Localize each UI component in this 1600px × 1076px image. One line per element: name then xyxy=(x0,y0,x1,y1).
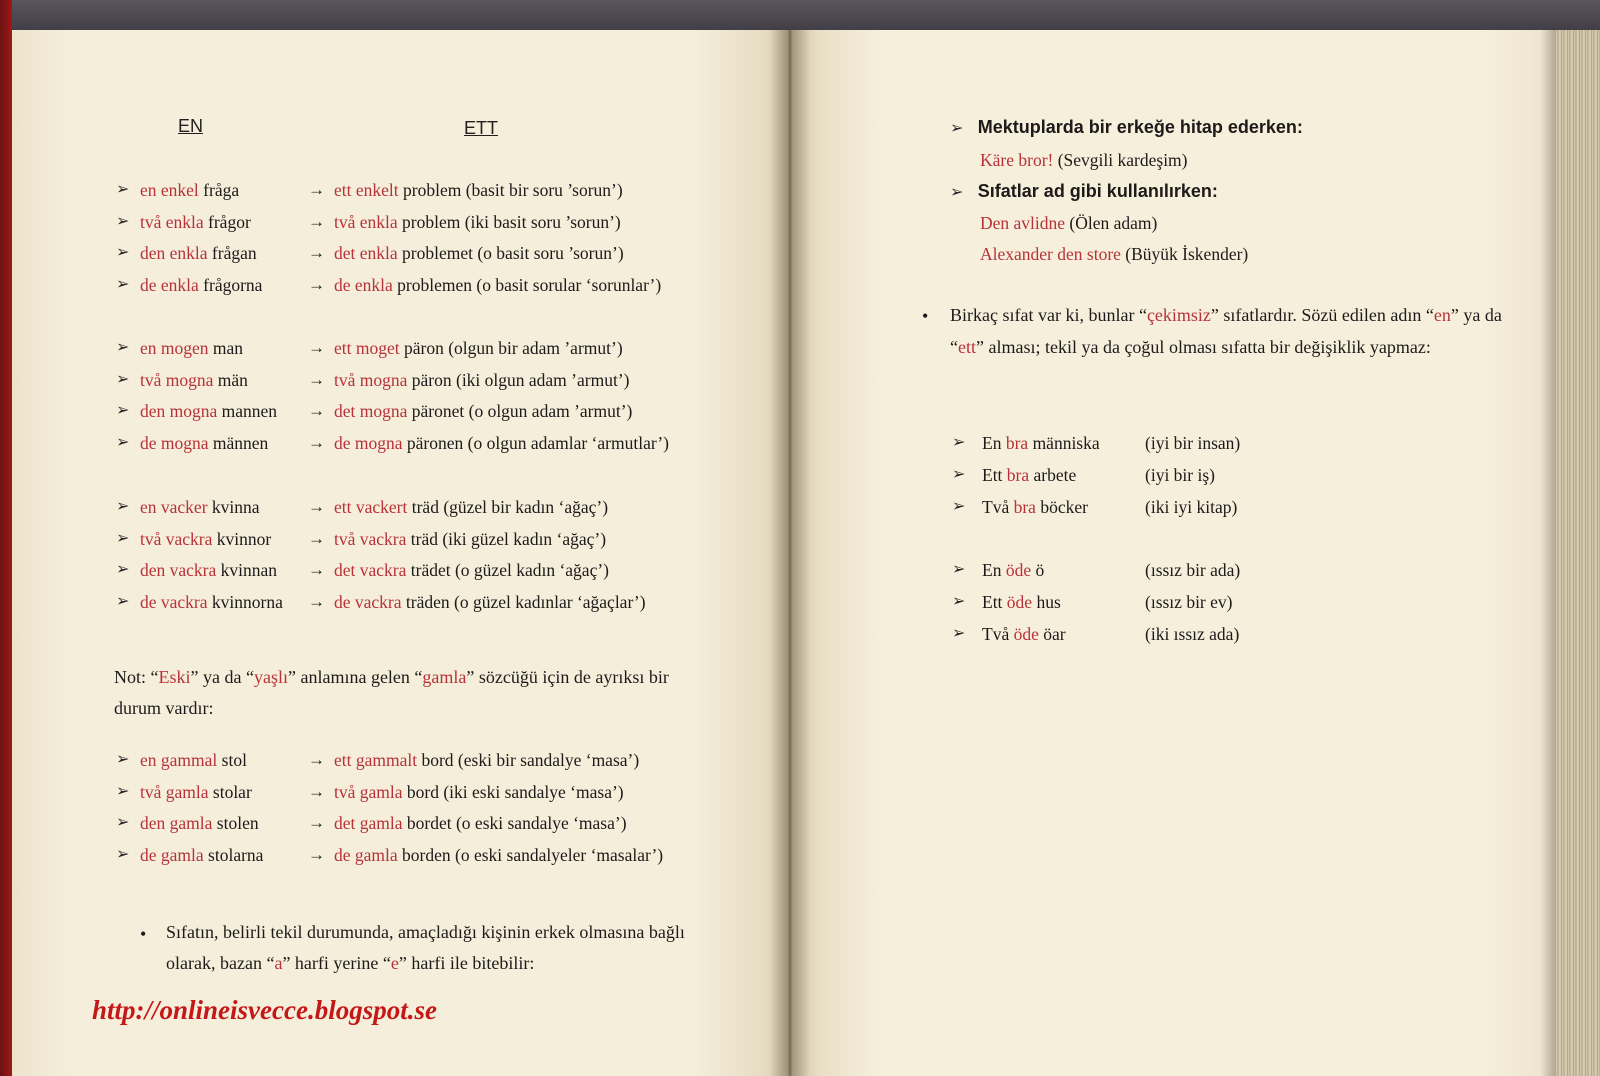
ett-adjective: de gamla xyxy=(334,844,398,865)
ett-form xyxy=(334,271,661,299)
ett-form xyxy=(334,208,621,236)
ett-form xyxy=(334,239,624,267)
pointer-icon: ➢ xyxy=(952,466,966,483)
swedish-phrase: Käre bror! xyxy=(980,150,1054,170)
indeclinable-adjective: öde xyxy=(1005,560,1032,580)
noun: människa xyxy=(1032,433,1100,453)
column-header-ett: ETT xyxy=(464,118,498,138)
swedish-phrase: Alexander den store xyxy=(980,244,1121,264)
ett-adjective: det gamla xyxy=(334,813,403,834)
note-word-gamla: gamla xyxy=(422,667,467,687)
en-form xyxy=(140,208,251,236)
en-adjective: en enkel xyxy=(140,180,199,200)
note-text: Not: “ xyxy=(114,667,159,687)
pointer-icon: ➢ xyxy=(952,625,966,642)
note-text: ” ya da “ xyxy=(190,667,254,687)
pointer-icon: ➢ xyxy=(116,498,130,515)
ett-adjective: två mogna xyxy=(334,369,408,390)
pointer-icon: ➢ xyxy=(116,751,130,768)
ett-form xyxy=(334,176,623,204)
en-noun: frågan xyxy=(211,243,257,264)
ett-noun-translation: päronet (o olgun adam ’armut’) xyxy=(411,401,633,422)
ett-form xyxy=(334,778,624,806)
arrow-icon: → xyxy=(308,180,325,199)
bullet-text: ” sıfatlardır. Sözü edilen adın “ xyxy=(1210,305,1434,325)
bottom-bullet-paragraph xyxy=(166,917,714,979)
ett-noun-translation: päron (iki olgun adam ’armut’) xyxy=(411,369,630,390)
bullet-letter-e: e xyxy=(390,953,399,973)
bullet-text: ” harfi yerine “ xyxy=(282,953,391,973)
en-adjective: de vackra xyxy=(140,591,208,612)
noun: hus xyxy=(1036,592,1061,612)
note-text: ” anlamına gelen “ xyxy=(287,667,423,687)
ett-form xyxy=(334,334,623,362)
en-adjective: två mogna xyxy=(140,369,214,390)
en-adjective: två vackra xyxy=(140,528,213,549)
ett-adjective: de vackra xyxy=(334,591,402,612)
translation: (Ölen adam) xyxy=(1069,213,1158,233)
ett-noun-translation: träd (iki güzel kadın ‘ağaç’) xyxy=(410,528,607,549)
book-gutter xyxy=(770,30,810,1076)
en-noun: kvinnorna xyxy=(211,591,283,612)
ett-form xyxy=(334,841,663,869)
pointer-icon: ➢ xyxy=(116,275,130,293)
ett-adjective: det vackra xyxy=(334,560,407,581)
en-form xyxy=(140,778,252,806)
en-noun: stolarna xyxy=(208,844,264,865)
translation: (iki iyi kitap) xyxy=(1145,497,1238,517)
page-stack-edge xyxy=(1556,30,1600,1076)
bullet-dot: • xyxy=(922,306,929,326)
pointer-icon: ➢ xyxy=(950,184,964,201)
arrow-icon: → xyxy=(308,369,325,389)
en-adjective: en gammal xyxy=(140,750,218,770)
noun: böcker xyxy=(1040,497,1088,517)
en-form xyxy=(140,176,239,204)
pointer-icon: ➢ xyxy=(952,593,966,610)
en-noun: man xyxy=(212,338,244,358)
arrow-icon: → xyxy=(308,432,325,452)
bullet-text: ” harfi ile bitebilir: xyxy=(398,953,535,973)
arrow-icon: → xyxy=(308,781,325,801)
arrow-icon: → xyxy=(308,560,325,580)
en-adjective: en mogen xyxy=(140,338,209,358)
en-form xyxy=(140,493,260,521)
en-form xyxy=(140,334,243,362)
ett-form xyxy=(334,493,608,521)
ett-noun-translation: bord (iki eski sandalye ‘masa’) xyxy=(406,781,624,802)
ett-form xyxy=(334,397,632,425)
heading-text: Sıfatlar ad gibi kullanılırken: xyxy=(977,181,1218,201)
translation: (ıssız bir ada) xyxy=(1145,560,1241,580)
ett-adjective: de enkla xyxy=(334,274,393,295)
pointer-icon: ➢ xyxy=(952,434,966,451)
en-noun: stolar xyxy=(212,781,252,802)
pointer-icon: ➢ xyxy=(952,561,966,578)
article: Ett xyxy=(982,592,1003,612)
note-paragraph xyxy=(114,662,714,724)
en-adjective: en vacker xyxy=(140,497,208,517)
article: En xyxy=(982,560,1002,580)
translation: (Büyük İskender) xyxy=(1125,244,1249,264)
ett-adjective: det mogna xyxy=(334,401,408,422)
swedish-example xyxy=(982,556,1044,584)
en-noun: kvinnan xyxy=(220,560,278,581)
noun: öar xyxy=(1043,624,1066,644)
bullet-letter-a: a xyxy=(274,953,283,973)
ett-noun-translation: problemet (o basit soru ’sorun’) xyxy=(402,243,624,264)
pointer-icon: ➢ xyxy=(116,782,130,800)
note-text: ” sözcüğü için de ayrıksı bir durum vardır: xyxy=(114,667,669,718)
arrow-icon: → xyxy=(308,243,325,263)
indeclinable-paragraph xyxy=(950,299,1510,363)
en-adjective: två enkla xyxy=(140,211,204,232)
en-noun: männen xyxy=(212,432,269,453)
en-noun: frågorna xyxy=(203,274,263,295)
blog-url-watermark: http://onlineisvecce.blogspot.se xyxy=(92,995,437,1025)
pointer-icon: ➢ xyxy=(116,370,130,388)
heading-letter-address xyxy=(950,113,1303,141)
article: En xyxy=(982,433,1002,453)
en-form xyxy=(140,397,277,425)
en-form xyxy=(140,809,259,837)
ett-noun-translation: päron (olgun bir adam ’armut’) xyxy=(403,338,623,358)
note-word-yasli: yaşlı xyxy=(253,667,288,687)
en-noun: stolen xyxy=(216,813,259,834)
ett-noun-translation: problem (basit bir soru ’sorun’) xyxy=(403,180,623,200)
pointer-icon: ➢ xyxy=(950,120,964,137)
arrow-icon: → xyxy=(308,274,325,294)
en-form xyxy=(140,239,257,267)
ett-noun-translation: problem (iki basit soru ’sorun’) xyxy=(402,211,621,232)
arrow-icon: → xyxy=(308,750,325,769)
bullet-text: ” alması; tekil ya da çoğul olması sıfatta bir değişiklik yapmaz: xyxy=(976,337,1431,357)
example-den-avlidne xyxy=(980,209,1157,237)
arrow-icon: → xyxy=(308,497,325,516)
indeclinable-adjective: bra xyxy=(1006,465,1030,485)
ett-noun-translation: problemen (o basit sorular ‘sorunlar’) xyxy=(397,274,662,295)
heading-adjective-as-noun xyxy=(950,177,1218,205)
en-adjective: den mogna xyxy=(140,401,218,422)
en-noun: mannen xyxy=(221,401,278,422)
indeclinable-adjective: bra xyxy=(1005,433,1029,453)
ett-form xyxy=(334,556,609,584)
example-alexander xyxy=(980,240,1248,268)
ett-form xyxy=(334,746,639,774)
translation: (ıssız bir ev) xyxy=(1145,592,1233,612)
ett-form xyxy=(334,525,606,553)
ett-adjective: ett vackert xyxy=(334,497,408,517)
en-form xyxy=(140,525,271,553)
article: Två xyxy=(982,624,1010,644)
word-en: en xyxy=(1433,305,1451,325)
ett-noun-translation: trädet (o güzel kadın ‘ağaç’) xyxy=(410,560,609,581)
en-adjective: den enkla xyxy=(140,243,208,264)
ett-form xyxy=(334,429,669,457)
en-adjective: den gamla xyxy=(140,813,213,834)
en-adjective: de gamla xyxy=(140,844,204,865)
pointer-icon: ➢ xyxy=(116,529,130,547)
en-form xyxy=(140,429,268,457)
bullet-text: Sıfatın, belirli tekil durumunda, amaçladığı kişinin erkek olmasına bağlı olarak, bazan “ xyxy=(166,922,685,973)
ett-adjective: ett enkelt xyxy=(334,180,399,200)
ett-form xyxy=(334,366,629,394)
en-form xyxy=(140,366,248,394)
noun: ö xyxy=(1035,560,1045,580)
heading-text: Mektuplarda bir erkeğe hitap ederken: xyxy=(977,117,1303,137)
pointer-icon: ➢ xyxy=(952,498,966,515)
word-cekimsiz: çekimsiz xyxy=(1146,305,1211,325)
arrow-icon: → xyxy=(308,813,325,833)
pointer-icon: ➢ xyxy=(116,845,130,863)
bullet-dot: • xyxy=(140,924,147,944)
ett-adjective: det enkla xyxy=(334,243,398,264)
translation: (Sevgili kardeşim) xyxy=(1057,150,1188,170)
translation: (iyi bir insan) xyxy=(1145,433,1241,453)
translation: (iki ıssız ada) xyxy=(1145,624,1240,644)
note-word-eski: Eski xyxy=(158,667,191,687)
swedish-example xyxy=(982,620,1066,648)
arrow-icon: → xyxy=(308,401,325,421)
en-form xyxy=(140,746,247,774)
noun: arbete xyxy=(1033,465,1077,485)
ett-adjective: två gamla xyxy=(334,781,403,802)
indeclinable-adjective: öde xyxy=(1006,592,1033,612)
en-noun: kvinnor xyxy=(216,528,272,549)
ett-noun-translation: träd (güzel bir kadın ‘ağaç’) xyxy=(411,497,609,517)
en-noun: stol xyxy=(221,750,247,770)
en-form xyxy=(140,841,263,869)
pointer-icon: ➢ xyxy=(116,339,130,356)
swedish-example xyxy=(982,461,1076,489)
arrow-icon: → xyxy=(308,528,325,548)
ett-noun-translation: borden (o eski sandalyeler ‘masalar’) xyxy=(402,844,664,865)
indeclinable-adjective: bra xyxy=(1013,497,1036,517)
en-form xyxy=(140,556,277,584)
pointer-icon: ➢ xyxy=(116,592,130,610)
bullet-text: Birkaç sıfat var ki, bunlar “ xyxy=(950,305,1147,325)
ett-adjective: ett gammalt xyxy=(334,750,418,770)
bullet-text: ” ya da “ xyxy=(950,305,1502,357)
ett-noun-translation: päronen (o olgun adamlar ‘armutlar’) xyxy=(406,432,669,453)
en-form xyxy=(140,588,283,616)
article: Ett xyxy=(982,465,1003,485)
ett-noun-translation: bordet (o eski sandalye ‘masa’) xyxy=(406,813,627,834)
pointer-icon: ➢ xyxy=(116,814,130,832)
pointer-icon: ➢ xyxy=(116,212,130,230)
ett-adjective: två vackra xyxy=(334,528,407,549)
en-form xyxy=(140,271,262,299)
ett-form xyxy=(334,588,646,616)
translation: (iyi bir iş) xyxy=(1145,465,1215,485)
swedish-phrase: Den avlidne xyxy=(980,213,1066,233)
pointer-icon: ➢ xyxy=(116,561,130,579)
swedish-example xyxy=(982,429,1100,457)
en-adjective: den vackra xyxy=(140,560,217,581)
arrow-icon: → xyxy=(308,844,325,864)
swedish-example xyxy=(982,493,1088,521)
ett-noun-translation: träden (o güzel kadınlar ‘ağaçlar’) xyxy=(405,591,646,612)
pointer-icon: ➢ xyxy=(116,181,130,198)
en-noun: män xyxy=(217,369,248,390)
en-adjective: de enkla xyxy=(140,274,199,295)
arrow-icon: → xyxy=(308,211,325,231)
pointer-icon: ➢ xyxy=(116,402,130,420)
en-noun: frågor xyxy=(208,211,251,232)
ett-adjective: två enkla xyxy=(334,211,398,232)
book-cover-edge xyxy=(0,0,12,1076)
pointer-icon: ➢ xyxy=(116,244,130,262)
swedish-example xyxy=(982,588,1061,616)
ett-noun-translation: bord (eski bir sandalye ‘masa’) xyxy=(421,750,640,770)
arrow-icon: → xyxy=(308,338,325,357)
indeclinable-adjective: öde xyxy=(1013,624,1039,644)
column-header-en: EN xyxy=(178,116,204,136)
en-noun: fråga xyxy=(203,180,240,200)
en-noun: kvinna xyxy=(211,497,260,517)
pointer-icon: ➢ xyxy=(116,433,130,451)
arrow-icon: → xyxy=(308,591,325,611)
ett-adjective: de mogna xyxy=(334,432,403,453)
example-kare-bror xyxy=(980,146,1188,174)
word-ett: ett xyxy=(958,337,976,357)
article: Två xyxy=(982,497,1010,517)
ett-adjective: ett moget xyxy=(334,338,400,358)
ett-form xyxy=(334,809,627,837)
en-adjective: de mogna xyxy=(140,432,209,453)
en-adjective: två gamla xyxy=(140,781,209,802)
